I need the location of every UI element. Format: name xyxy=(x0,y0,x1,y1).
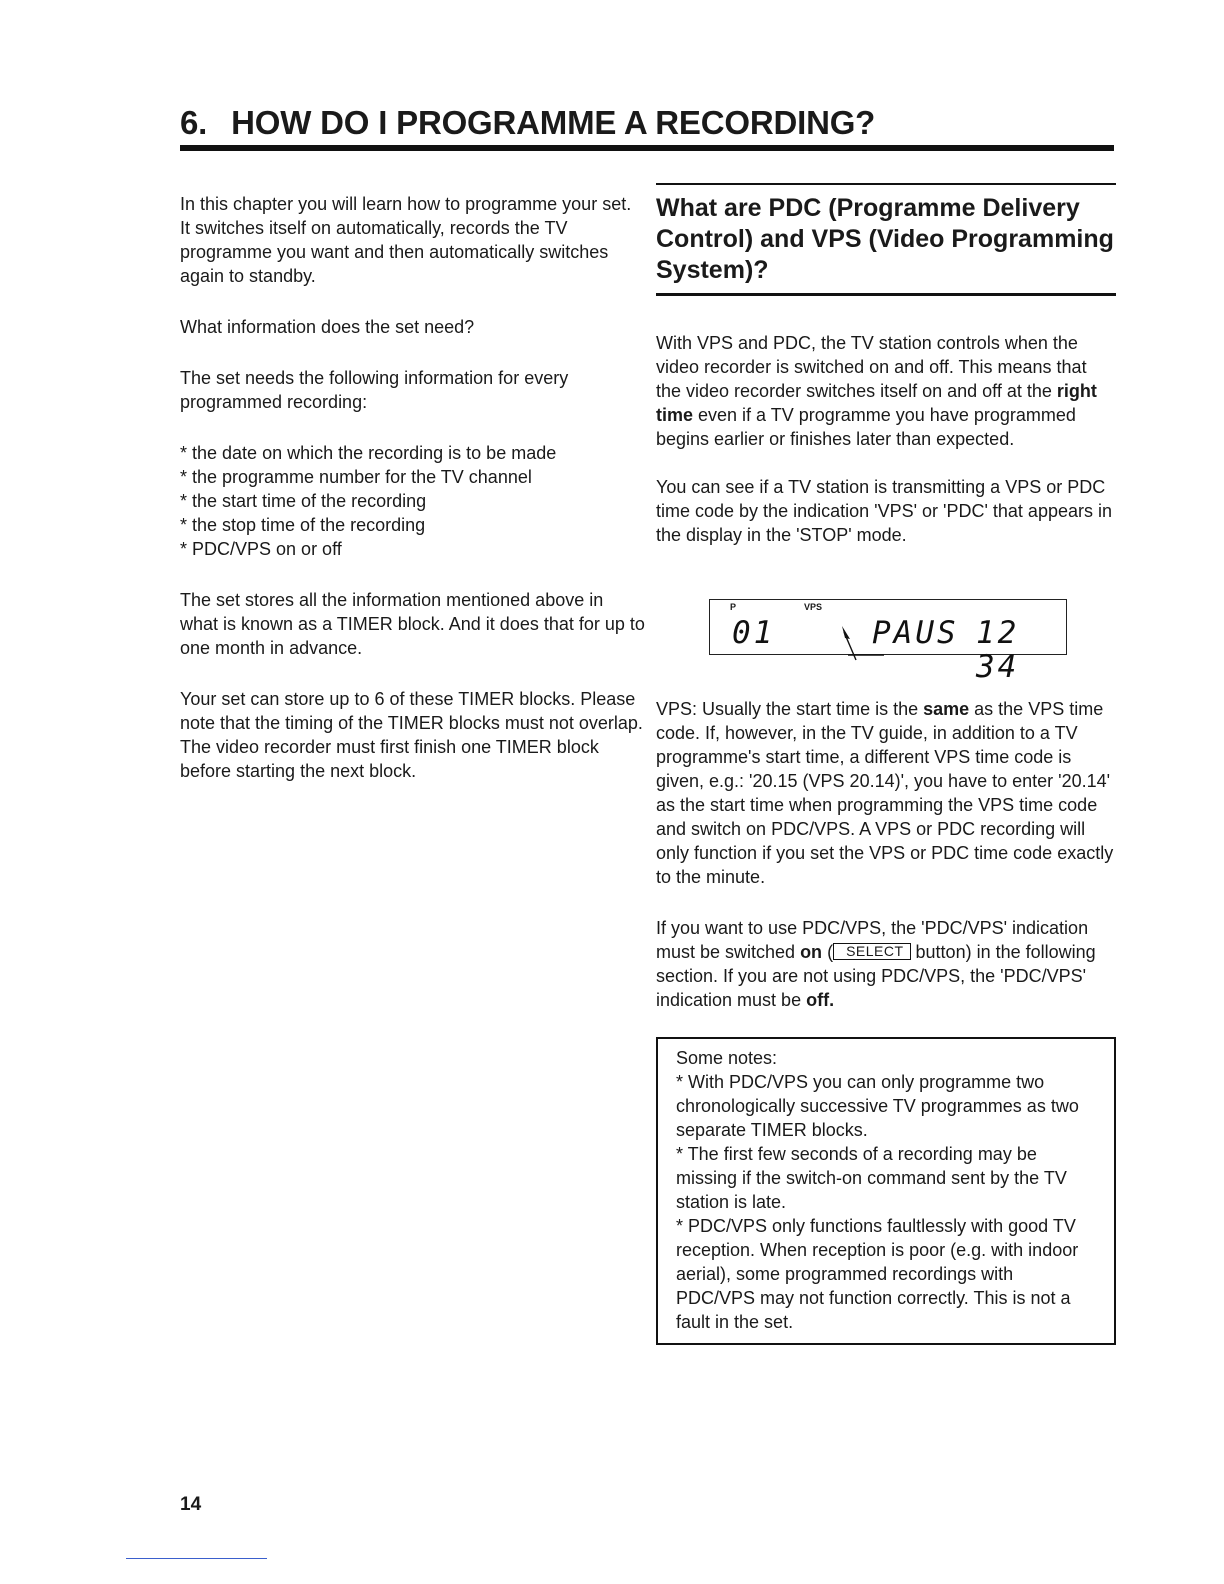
heading-rule-bottom xyxy=(656,293,1116,296)
pdc-vps-switch-paragraph: If you want to use PDC/VPS, the 'PDC/VPS' indication must be switched on ( SELECT button) in the following section. If you are not using PDC/VPS, the 'PDC/VPS' indication must be off. xyxy=(656,918,1096,1010)
footer-link-underline xyxy=(126,1558,267,1559)
list-item: * the date on which the recording is to be made xyxy=(180,443,557,463)
list-item: * the programme number for the TV channel xyxy=(180,467,532,487)
info-list xyxy=(180,441,645,561)
display-label-vps: VPS xyxy=(804,602,823,612)
display-day-text: PAUS xyxy=(872,615,959,651)
note-item: * PDC/VPS only functions faultlessly with good TV reception. When reception is poor (e.g. with indoor aerial), some programmed recordings with PDC/VPS may not function correctly. This is not a fault in the set. xyxy=(676,1216,1079,1332)
stores-paragraph: The set stores all the information mentioned above in what is known as a TIMER block. And it does that for up to one month in advance. xyxy=(180,590,645,658)
section-heading: What are PDC (Programme Delivery Control) and VPS (Video Programming System)? xyxy=(656,194,1114,284)
vcr-display-illustration xyxy=(709,599,1067,685)
note-item: * The first few seconds of a recording may be missing if the switch-on command sent by the TV station is late. xyxy=(676,1144,1067,1212)
notes-title: Some notes: xyxy=(676,1048,778,1068)
display-programme-number: 01 xyxy=(732,615,776,651)
heading-rule-top xyxy=(656,183,1116,185)
display-time-text: 12 34 xyxy=(976,615,1020,685)
display-label-p: P xyxy=(730,602,737,612)
select-button-key: SELECT xyxy=(833,943,910,960)
on-emphasis: on xyxy=(800,942,823,962)
transmitting-paragraph: You can see if a TV station is transmitting a VPS or PDC time code by the indication 'VPS' or 'PDC' that appears in the display in the 'STOP' mode. xyxy=(656,477,1112,545)
chapter-number: 6. xyxy=(180,104,208,141)
capacity-paragraph: Your set can store up to 6 of these TIMER blocks. Please note that the timing of the TIMER blocks must not overlap. The video recorder must first finish one TIMER block before starting the next block. xyxy=(180,689,643,781)
list-item: * the stop time of the recording xyxy=(180,515,426,535)
right-column xyxy=(656,183,1116,1345)
chapter-title-text: HOW DO I PROGRAMME A RECORDING? xyxy=(231,104,876,141)
list-item: * PDC/VPS on or off xyxy=(180,539,342,559)
vps-pdc-paragraph: With VPS and PDC, the TV station controls when the video recorder is switched on and off. This means that the video recorder switches itself on and off at the right time even if a TV programme you have programmed begins earlier or finishes later than expected. xyxy=(656,333,1097,449)
right-time-emphasis: right time xyxy=(656,381,1097,425)
note-item: * With PDC/VPS you can only programme two chronologically successive TV programmes as two separate TIMER blocks. xyxy=(676,1072,1079,1140)
same-emphasis: same xyxy=(923,699,970,719)
page-number: 14 xyxy=(180,1494,202,1515)
off-emphasis: off. xyxy=(806,990,835,1010)
chapter-title xyxy=(180,104,875,142)
list-item: * the start time of the recording xyxy=(180,491,427,511)
notes-box xyxy=(656,1037,1116,1345)
vps-start-time-paragraph: VPS: Usually the start time is the same as the VPS time code. If, however, in the TV guide, in addition to a TV programme's start time, a different VPS time code is given, e.g.: '20.15 (VPS 20.14)', you have to enter '20.14' as the start time when programming the VPS time code and switch on PDC/VPS. A VPS or PDC recording will only function if you set the VPS or PDC time code exactly to the minute. xyxy=(656,699,1114,887)
intro-paragraph: In this chapter you will learn how to programme your set. It switches itself on automatically, records the TV programme you want and then automatically switches again to standby. xyxy=(180,194,632,286)
title-rule xyxy=(180,145,1114,151)
needs-paragraph: The set needs the following information for every programmed recording: xyxy=(180,368,569,412)
question-paragraph: What information does the set need? xyxy=(180,317,475,337)
left-column xyxy=(180,192,645,810)
